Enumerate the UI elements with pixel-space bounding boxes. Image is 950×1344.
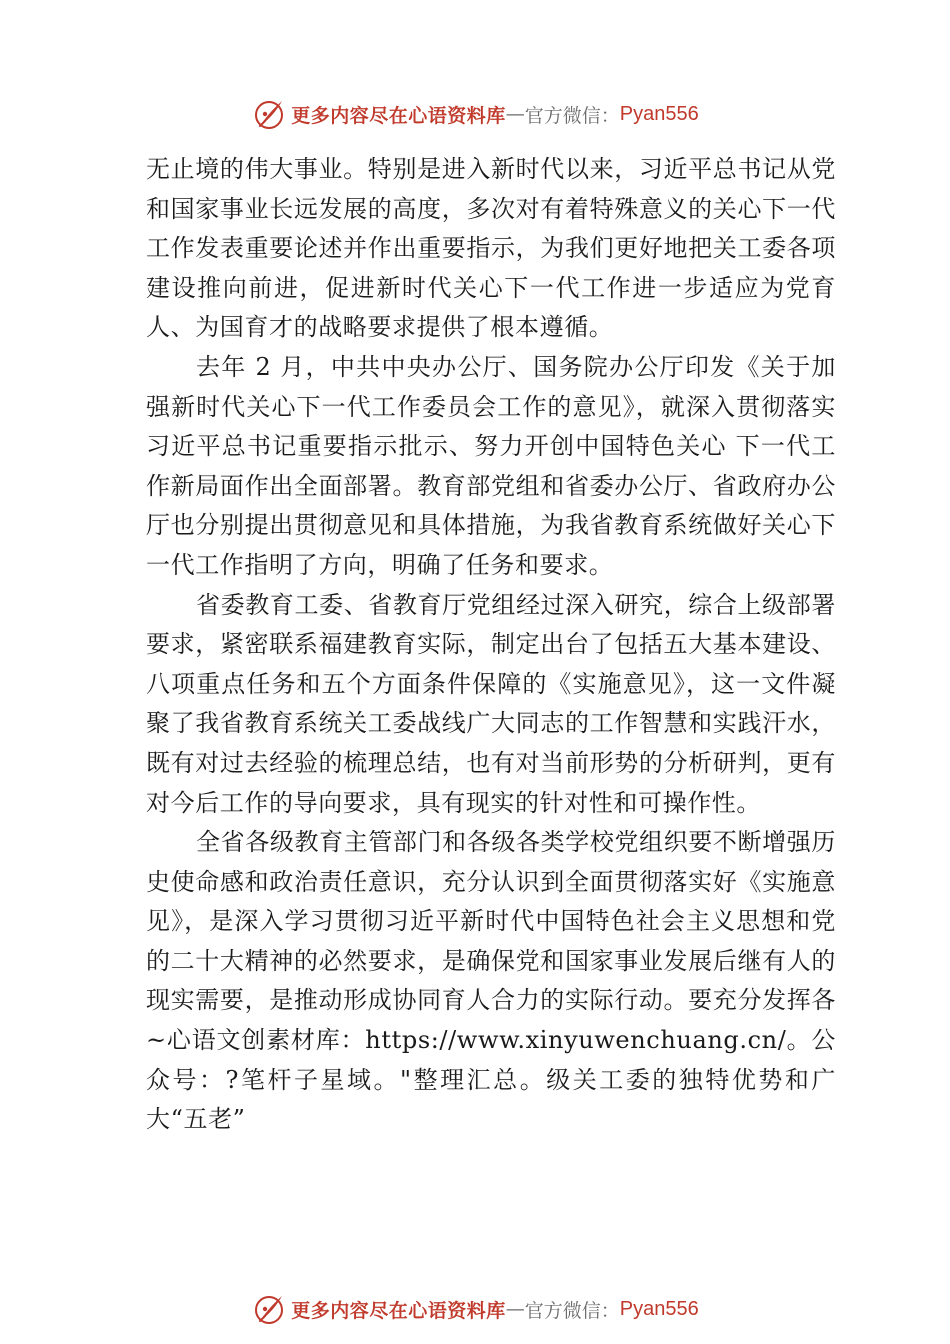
- header-separator: —: [505, 103, 525, 125]
- quill-logo-icon: [251, 96, 287, 132]
- paragraph: 省委教育工委、省教育厅党组经过深入研究，综合上级部署要求，紧密联系福建教育实际，制定出台了包括五大基本建设、八项重点任务和五个方面条件保障的《实施意见》，这一文件凝聚了我省教育系统关工委战线广大同志的工作智慧和实践汗水，既有对过去经验的梳理总结，也有对当前形势的分析研判，更有对今后工作的导向要求，具有现实的针对性和可操作性。: [146, 590, 836, 817]
- footer-brand-text: 更多内容尽在心语资料库: [291, 1299, 506, 1322]
- header-wechat-id: Pyan556: [619, 102, 699, 125]
- footer-wechat-id: Pyan556: [619, 1297, 699, 1320]
- header-wechat-label: 官方微信：: [524, 104, 620, 127]
- paragraph: 全省各级教育主管部门和各级各类学校党组织要不断增强历史使命感和政治责任意识，充分认识到全面贯彻落实好《实施意见》，是深入学习贯彻习近平新时代中国特色社会主义思想和党的二十大精神的必然要求，是确保党和国家事业发展后继有人的现实需要，是推动形成协同育人合力的实际行动。要充分发挥各~心语文创素材库：https://www.xinyuwenchuang.cn/。公众号：?笔杆子星域。"整理汇总。级关工委的独特优势和广大“五老”: [146, 828, 836, 1134]
- paragraph: 去年 2 月，中共中央办公厅、国务院办公厅印发《关于加强新时代关心下一代工作委员会工作的意见》，就深入贯彻落实习近平总书记重要指示批示、努力开创中国特色关心 下一代工作新局面作出全面部署。教育部党组和省委办公厅、省政府办公厅也分别提出贯彻意见和具体措施，为我省教育系统做好关心下一代工作指明了方向，明确了任务和要求。: [146, 352, 836, 579]
- footer-separator: —: [505, 1298, 525, 1320]
- footer-banner: [0, 1287, 950, 1331]
- quill-logo-icon: [251, 1291, 287, 1327]
- header-banner: [0, 92, 950, 136]
- header-brand-text: 更多内容尽在心语资料库: [291, 104, 506, 127]
- document-body: [146, 150, 836, 1140]
- footer-wechat-label: 官方微信：: [524, 1299, 620, 1322]
- paragraph: 无止境的伟大事业。特别是进入新时代以来，习近平总书记从党和国家事业长远发展的高度，多次对有着特殊意义的关心下一代工作发表重要论述并作出重要指示，为我们更好地把关工委各项建设推向前进，促进新时代关心下一代工作进一步适应为党育人、为国育才的战略要求提供了根本遵循。: [146, 155, 836, 342]
